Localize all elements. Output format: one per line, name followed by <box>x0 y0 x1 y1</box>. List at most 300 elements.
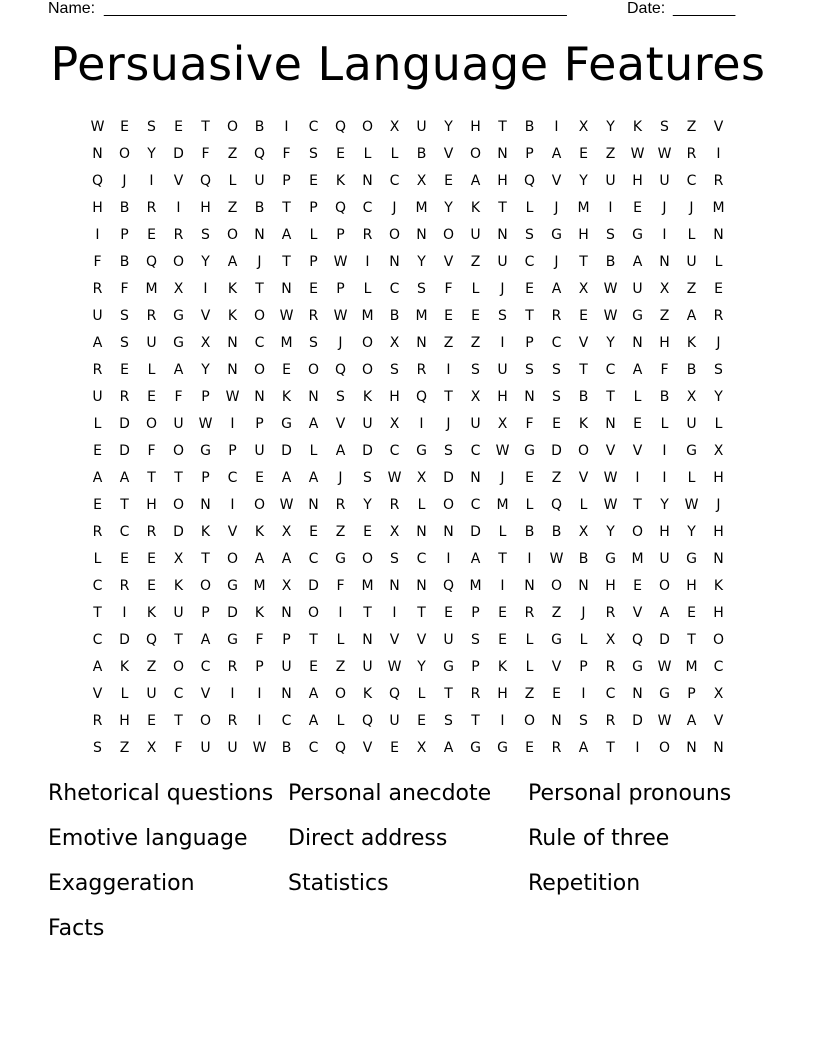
grid-letter: W <box>603 281 618 297</box>
grid-letter: W <box>333 254 348 270</box>
grid-letter: I <box>230 497 235 513</box>
grid-letter: H <box>470 119 481 135</box>
grid-letter: H <box>686 578 697 594</box>
grid-letter: O <box>442 497 455 513</box>
grid-letter: A <box>470 551 481 567</box>
grid-letter: O <box>226 119 239 135</box>
grid-letter: Z <box>659 308 670 324</box>
grid-letter: O <box>145 416 158 432</box>
grid-letter: T <box>498 119 507 135</box>
grid-letter: R <box>470 686 481 702</box>
grid-letter: U <box>605 173 616 189</box>
grid-letter: U <box>632 281 643 297</box>
word-list-item: Direct address <box>288 826 448 851</box>
grid-letter: R <box>173 227 184 243</box>
grid-letter: N <box>281 281 292 297</box>
grid-letter: E <box>714 281 723 297</box>
grid-letter: L <box>390 146 399 162</box>
grid-letter: O <box>172 443 185 459</box>
grid-letter: Y <box>606 335 615 351</box>
grid-letter: P <box>525 335 534 351</box>
grid-letter: Q <box>145 632 158 648</box>
grid-letter: B <box>389 308 400 324</box>
grid-letter: B <box>578 389 589 405</box>
grid-letter: D <box>173 146 184 162</box>
grid-letter: S <box>471 632 480 648</box>
grid-letter: M <box>145 281 158 297</box>
grid-letter: T <box>174 470 183 486</box>
grid-letter: N <box>416 335 427 351</box>
grid-letter: N <box>281 605 292 621</box>
grid-letter: P <box>282 173 291 189</box>
grid-letter: K <box>173 578 184 594</box>
grid-letter: N <box>254 389 265 405</box>
grid-letter: Y <box>606 524 615 540</box>
grid-letter: S <box>606 227 615 243</box>
grid-letter: A <box>281 470 292 486</box>
grid-letter: R <box>119 389 130 405</box>
grid-letter: X <box>578 281 589 297</box>
grid-letter: D <box>551 443 562 459</box>
grid-letter: E <box>255 470 264 486</box>
grid-letter: N <box>713 551 724 567</box>
grid-letter: L <box>363 146 372 162</box>
grid-letter: H <box>713 605 724 621</box>
grid-letter: Y <box>606 119 615 135</box>
grid-letter: I <box>527 551 532 567</box>
grid-letter: I <box>284 119 289 135</box>
grid-letter: X <box>470 389 481 405</box>
grid-letter: L <box>120 686 129 702</box>
grid-letter: C <box>389 173 400 189</box>
grid-letter: T <box>525 308 534 324</box>
grid-letter: X <box>578 119 589 135</box>
grid-letter: Y <box>714 389 723 405</box>
grid-letter: B <box>119 200 130 216</box>
grid-letter: R <box>308 308 319 324</box>
grid-letter: F <box>174 389 183 405</box>
grid-letter: G <box>524 443 535 459</box>
grid-letter: A <box>119 470 130 486</box>
grid-letter: R <box>92 281 103 297</box>
grid-letter: N <box>227 362 238 378</box>
grid-letter: X <box>200 335 211 351</box>
grid-letter: I <box>500 713 505 729</box>
grid-letter: U <box>362 659 373 675</box>
grid-letter: R <box>605 605 616 621</box>
grid-letter: E <box>633 200 642 216</box>
grid-letter: P <box>336 227 345 243</box>
grid-letter: L <box>93 416 102 432</box>
grid-letter: D <box>470 524 481 540</box>
grid-letter: B <box>605 254 616 270</box>
grid-letter: M <box>469 578 482 594</box>
grid-letter: B <box>119 254 130 270</box>
grid-letter: O <box>172 254 185 270</box>
grid-letter: N <box>308 497 319 513</box>
grid-letter: C <box>551 335 562 351</box>
grid-letter: H <box>632 173 643 189</box>
grid-letter: F <box>93 254 102 270</box>
date-blank-line: _______ <box>673 0 736 17</box>
grid-letter: H <box>605 578 616 594</box>
grid-letter: N <box>416 578 427 594</box>
grid-letter: D <box>632 713 643 729</box>
grid-letter: W <box>549 551 564 567</box>
grid-letter: I <box>662 470 667 486</box>
grid-letter: A <box>308 713 319 729</box>
grid-letter: J <box>689 200 694 216</box>
grid-letter: Z <box>227 146 238 162</box>
grid-letter: N <box>632 335 643 351</box>
grid-letter: N <box>497 227 508 243</box>
grid-letter: U <box>389 713 400 729</box>
grid-letter: X <box>605 632 616 648</box>
grid-letter: P <box>309 200 318 216</box>
grid-letter: I <box>716 146 721 162</box>
grid-letter: K <box>281 389 292 405</box>
grid-letter: U <box>146 335 157 351</box>
grid-letter: D <box>227 605 238 621</box>
grid-letter: C <box>362 200 373 216</box>
grid-letter: G <box>632 227 643 243</box>
grid-letter: Y <box>444 200 453 216</box>
grid-letter: E <box>444 308 453 324</box>
grid-letter: I <box>257 686 262 702</box>
grid-letter: O <box>226 551 239 567</box>
grid-letter: G <box>470 740 481 756</box>
grid-letter: K <box>227 308 238 324</box>
grid-letter: Y <box>147 146 156 162</box>
grid-letter: J <box>716 497 721 513</box>
grid-letter: P <box>255 659 264 675</box>
grid-letter: M <box>712 200 725 216</box>
grid-letter: L <box>525 632 534 648</box>
grid-letter: K <box>470 200 481 216</box>
grid-letter: G <box>551 227 562 243</box>
grid-letter: H <box>119 713 130 729</box>
grid-letter: L <box>687 227 696 243</box>
grid-letter: P <box>255 416 264 432</box>
grid-letter: L <box>579 632 588 648</box>
grid-letter: I <box>446 362 451 378</box>
grid-letter: J <box>500 281 505 297</box>
grid-letter: T <box>498 200 507 216</box>
grid-letter: T <box>579 362 588 378</box>
grid-letter: H <box>578 227 589 243</box>
grid-letter: A <box>227 254 238 270</box>
grid-letter: L <box>687 470 696 486</box>
grid-letter: N <box>92 146 103 162</box>
grid-letter: Q <box>550 497 563 513</box>
grid-letter: U <box>659 173 670 189</box>
grid-letter: I <box>662 443 667 459</box>
grid-letter: A <box>632 362 643 378</box>
grid-letter: S <box>552 389 561 405</box>
grid-letter: M <box>361 578 374 594</box>
grid-letter: E <box>174 119 183 135</box>
grid-letter: H <box>659 335 670 351</box>
grid-letter: E <box>147 713 156 729</box>
grid-letter: L <box>336 632 345 648</box>
grid-letter: H <box>497 686 508 702</box>
grid-letter: Q <box>145 254 158 270</box>
grid-letter: R <box>551 308 562 324</box>
grid-letter: I <box>662 227 667 243</box>
grid-letter: R <box>227 713 238 729</box>
grid-letter: C <box>254 335 265 351</box>
grid-letter: T <box>282 200 291 216</box>
grid-letter: E <box>498 605 507 621</box>
grid-letter: T <box>444 686 453 702</box>
grid-letter: R <box>524 605 535 621</box>
grid-letter: O <box>361 335 374 351</box>
grid-letter: Q <box>631 632 644 648</box>
word-list <box>48 779 768 959</box>
grid-letter: W <box>603 497 618 513</box>
grid-letter: Y <box>579 173 588 189</box>
grid-letter: I <box>500 578 505 594</box>
grid-letter: W <box>198 416 213 432</box>
grid-letter: G <box>497 740 508 756</box>
grid-letter: N <box>551 713 562 729</box>
grid-letter: P <box>120 227 129 243</box>
grid-letter: U <box>227 740 238 756</box>
grid-letter: J <box>662 200 667 216</box>
grid-letter: V <box>443 146 454 162</box>
grid-letter: X <box>173 281 184 297</box>
grid-letter: J <box>338 335 343 351</box>
grid-letter: R <box>92 713 103 729</box>
grid-letter: H <box>497 389 508 405</box>
grid-letter: J <box>392 200 397 216</box>
grid-letter: L <box>633 389 642 405</box>
grid-letter: C <box>308 551 319 567</box>
grid-letter: C <box>92 632 103 648</box>
word-list-item: Repetition <box>528 871 641 896</box>
grid-letter: I <box>230 686 235 702</box>
grid-letter: F <box>147 443 156 459</box>
grid-letter: K <box>497 659 508 675</box>
grid-letter: W <box>657 146 672 162</box>
grid-letter: G <box>416 443 427 459</box>
grid-letter: Z <box>335 524 346 540</box>
grid-letter: T <box>309 632 318 648</box>
grid-letter: N <box>227 335 238 351</box>
grid-letter: O <box>199 578 212 594</box>
grid-letter: O <box>658 578 671 594</box>
grid-letter: E <box>417 713 426 729</box>
grid-letter: T <box>93 605 102 621</box>
grid-letter: K <box>227 281 238 297</box>
grid-letter: V <box>578 335 589 351</box>
grid-letter: F <box>255 632 264 648</box>
grid-letter: N <box>389 254 400 270</box>
grid-letter: W <box>387 659 402 675</box>
grid-letter: P <box>309 254 318 270</box>
grid-letter: J <box>581 605 586 621</box>
grid-letter: Q <box>442 578 455 594</box>
grid-letter: Q <box>334 740 347 756</box>
grid-letter: L <box>498 524 507 540</box>
grid-letter: X <box>389 416 400 432</box>
grid-letter: M <box>280 335 293 351</box>
grid-letter: E <box>309 659 318 675</box>
grid-letter: O <box>523 713 536 729</box>
grid-letter: W <box>630 146 645 162</box>
grid-letter: N <box>497 146 508 162</box>
grid-letter: I <box>500 335 505 351</box>
grid-letter: L <box>714 416 723 432</box>
grid-letter: T <box>201 119 210 135</box>
grid-letter: Q <box>199 173 212 189</box>
grid-letter: N <box>713 740 724 756</box>
grid-letter: Z <box>227 200 238 216</box>
grid-letter: E <box>147 578 156 594</box>
grid-letter: Z <box>551 605 562 621</box>
grid-letter: T <box>255 281 264 297</box>
word-list-item: Statistics <box>288 871 389 896</box>
grid-letter: X <box>389 335 400 351</box>
grid-letter: S <box>363 470 372 486</box>
grid-letter: S <box>309 335 318 351</box>
grid-letter: X <box>659 281 670 297</box>
grid-letter: Y <box>660 497 669 513</box>
grid-letter: O <box>388 227 401 243</box>
grid-letter: O <box>199 713 212 729</box>
word-list-item: Personal anecdote <box>288 781 492 806</box>
grid-letter: Q <box>334 362 347 378</box>
grid-letter: X <box>146 740 157 756</box>
grid-letter: S <box>309 146 318 162</box>
grid-letter: G <box>173 308 184 324</box>
grid-letter: S <box>444 713 453 729</box>
grid-letter: T <box>606 389 615 405</box>
grid-letter: T <box>687 632 696 648</box>
grid-letter: X <box>416 173 427 189</box>
grid-letter: J <box>554 200 559 216</box>
grid-letter: U <box>362 416 373 432</box>
grid-letter: A <box>92 470 103 486</box>
grid-letter: P <box>471 605 480 621</box>
grid-letter: G <box>443 659 454 675</box>
grid-letter: U <box>92 389 103 405</box>
grid-letter: A <box>632 254 643 270</box>
grid-letter: U <box>443 632 454 648</box>
grid-letter: C <box>200 659 211 675</box>
grid-letter: Z <box>443 335 454 351</box>
grid-letter: X <box>686 389 697 405</box>
grid-letter: B <box>551 524 562 540</box>
word-search-grid <box>84 114 732 762</box>
grid-letter: M <box>631 551 644 567</box>
grid-letter: E <box>120 119 129 135</box>
grid-letter: Y <box>201 254 210 270</box>
grid-letter: C <box>686 173 697 189</box>
grid-letter: I <box>338 605 343 621</box>
grid-letter: S <box>120 335 129 351</box>
grid-letter: A <box>578 740 589 756</box>
grid-letter: R <box>146 308 157 324</box>
grid-letter: R <box>686 146 697 162</box>
grid-letter: R <box>119 578 130 594</box>
grid-letter: U <box>254 173 265 189</box>
grid-letter: A <box>173 362 184 378</box>
grid-letter: F <box>660 362 669 378</box>
grid-letter: V <box>200 686 211 702</box>
grid-letter: O <box>253 497 266 513</box>
grid-letter: D <box>119 632 130 648</box>
grid-letter: U <box>173 416 184 432</box>
grid-letter: A <box>686 713 697 729</box>
grid-letter: D <box>119 416 130 432</box>
grid-letter: X <box>713 686 724 702</box>
grid-letter: L <box>363 281 372 297</box>
grid-letter: V <box>227 524 238 540</box>
grid-letter: S <box>498 308 507 324</box>
grid-letter: E <box>147 551 156 567</box>
grid-letter: S <box>201 227 210 243</box>
grid-letter: K <box>686 335 697 351</box>
grid-letter: X <box>713 443 724 459</box>
grid-letter: I <box>446 551 451 567</box>
grid-letter: G <box>686 551 697 567</box>
grid-letter: B <box>254 119 265 135</box>
grid-letter: S <box>660 119 669 135</box>
grid-letter: K <box>578 416 589 432</box>
grid-letter: D <box>308 578 319 594</box>
grid-letter: R <box>146 200 157 216</box>
grid-letter: M <box>361 308 374 324</box>
grid-letter: S <box>552 362 561 378</box>
word-list-item: Rule of three <box>528 826 670 851</box>
grid-letter: V <box>416 632 427 648</box>
grid-letter: V <box>578 470 589 486</box>
grid-letter: I <box>365 254 370 270</box>
grid-letter: F <box>336 578 345 594</box>
grid-letter: L <box>93 551 102 567</box>
grid-letter: U <box>254 443 265 459</box>
grid-letter: T <box>417 605 426 621</box>
grid-letter: J <box>122 173 127 189</box>
grid-letter: O <box>253 308 266 324</box>
grid-letter: P <box>525 146 534 162</box>
grid-letter: H <box>92 200 103 216</box>
grid-letter: A <box>92 335 103 351</box>
grid-letter: R <box>551 740 562 756</box>
grid-letter: M <box>577 200 590 216</box>
grid-letter: N <box>605 416 616 432</box>
grid-letter: E <box>147 227 156 243</box>
grid-letter: Z <box>686 281 697 297</box>
grid-letter: U <box>173 605 184 621</box>
grid-letter: U <box>686 416 697 432</box>
grid-letter: X <box>281 578 292 594</box>
grid-letter: K <box>362 389 373 405</box>
grid-letter: N <box>416 227 427 243</box>
grid-letter: T <box>363 605 372 621</box>
grid-letter: M <box>685 659 698 675</box>
grid-letter: K <box>632 119 643 135</box>
grid-letter: C <box>281 713 292 729</box>
grid-letter: B <box>659 389 670 405</box>
grid-letter: K <box>335 173 346 189</box>
header-line <box>48 0 748 20</box>
grid-letter: E <box>525 740 534 756</box>
grid-letter: O <box>361 551 374 567</box>
grid-letter: Q <box>388 686 401 702</box>
grid-letter: C <box>119 524 130 540</box>
